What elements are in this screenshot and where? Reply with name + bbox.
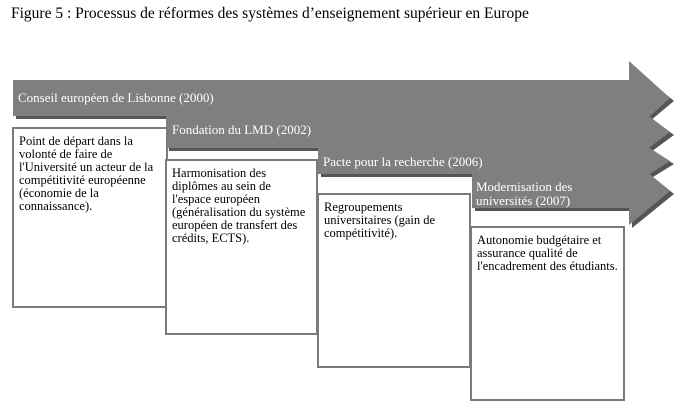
step-3-title: Pacte pour la recherche (2006) <box>323 154 483 169</box>
step-1-title: Conseil européen de Lisbonne (2000) <box>18 90 214 105</box>
step-1-description: Point de départ dans la volonté de faire de l'Université un acteur de la compétitivité européenne (économie de la connaissance). <box>12 127 168 308</box>
step-4-title: Modernisation des universités (2007) <box>476 179 573 208</box>
step-4-description: Autonomie budgétaire et assurance qualité de l'encadrement des étudiants. <box>470 226 625 401</box>
figure-caption: Figure 5 : Processus de réformes des systèmes d’enseignement supérieur en Europe <box>11 5 529 22</box>
step-3-description: Regroupements universitaires (gain de compétitivité). <box>317 193 471 368</box>
step-2-title: Fondation du LMD (2002) <box>172 122 312 137</box>
step-2-description: Harmonisation des diplômes au sein de l'espace européen (généralisation du système européen de transfert des crédits, ECTS). <box>165 159 318 335</box>
